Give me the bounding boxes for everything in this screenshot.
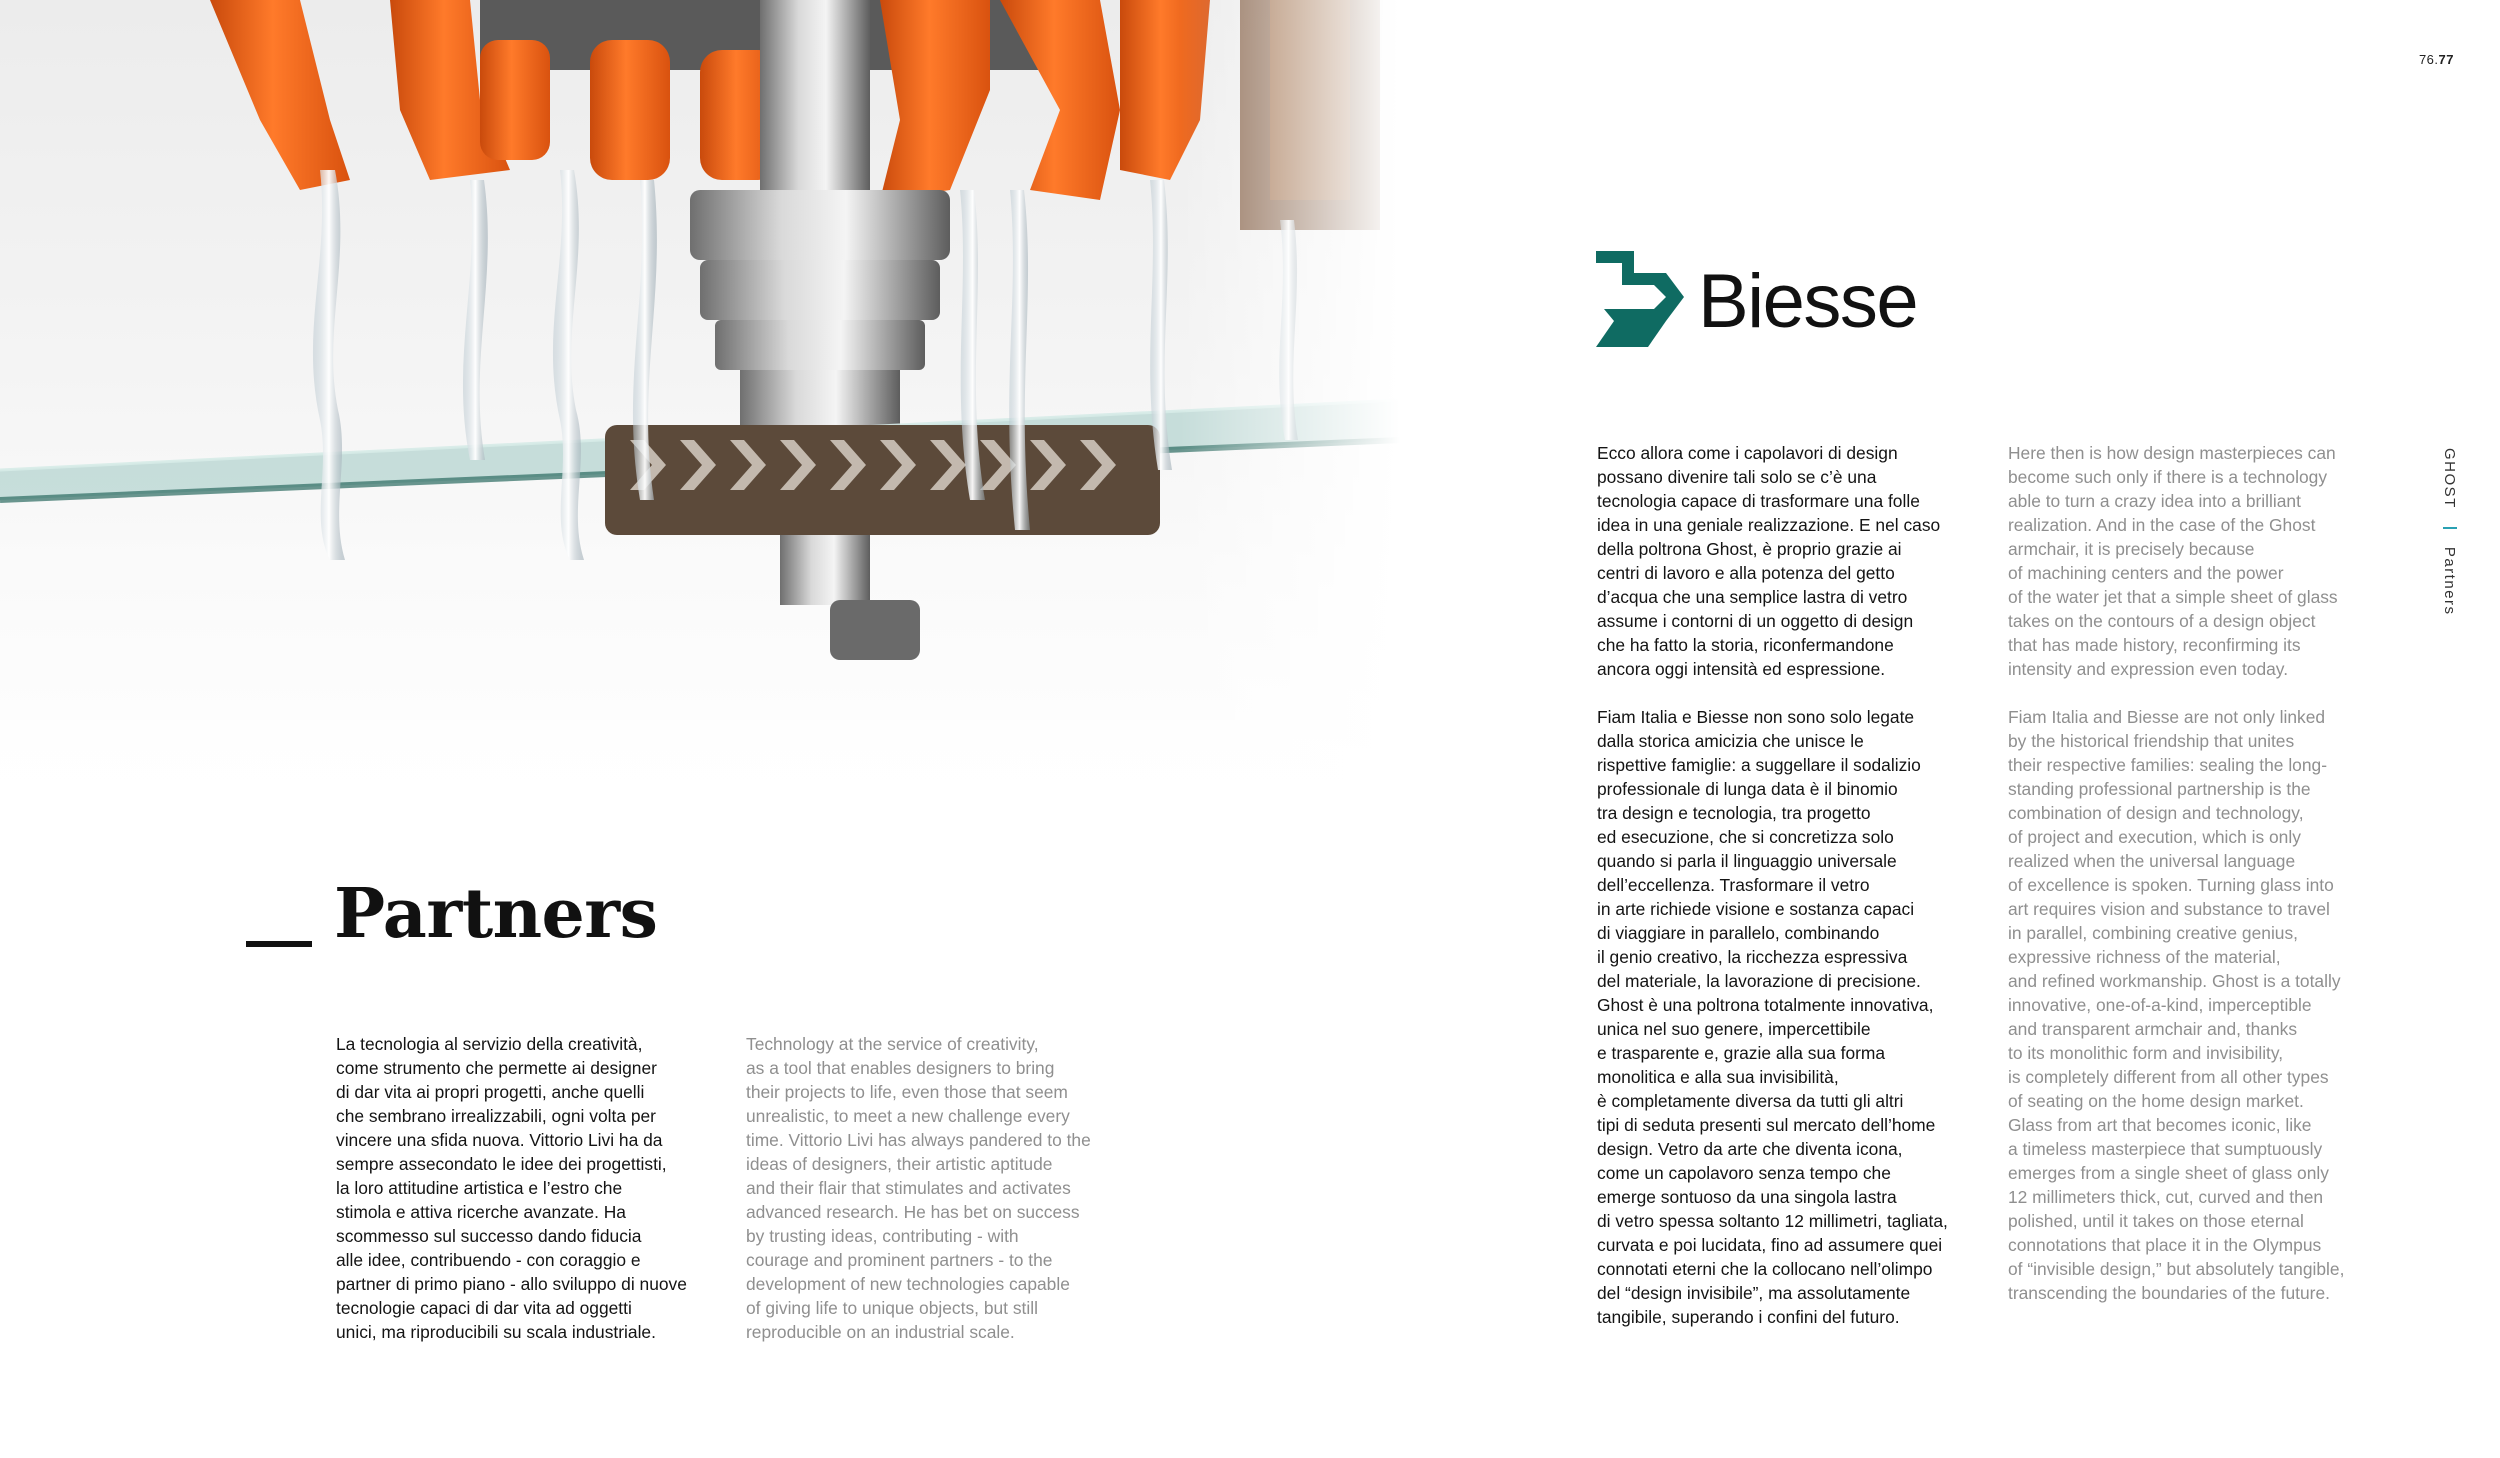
paragraph-2-english: Fiam Italia and Biesse are not only linked by the historical friendship that unites their respective families: sealing the long- standing professional partnership is the combination of design and technology, of project and execution, which is only realized when the universal language of excellence is spoken. Turning glass into art requires vision and substance to travel in parallel, combining creative genius, expressive richness of the material, and refined workmanship. Ghost is a totally innovative, one-of-a-kind, imperceptible and transparent armchair and, thanks to its monolithic form and invisibility, is completely different from all other types of seating on the home design market. Glass from art that becomes iconic, like a timeless masterpiece that sumptuously emerges from a single sheet of glass only 12 millimeters thick, cut, curved and then polished, until it takes on those eternal connotations that place it in the Olympus of “invisible design,” but absolutely tangible, transcending the boundaries of the future.	[2008, 707, 2345, 1303]
paragraph-2-italian: Fiam Italia e Biesse non sono solo legate dalla storica amicizia che unisce le rispettive famiglie: a suggellare il sodalizio professionale di lunga data è il binomio tra design e tecnologia, tra progetto ed esecuzione, che si concretizza solo quando si parla il linguaggio universale dell’eccellenza. Trasformare il vetro in arte richiede visione e sostanza capaci di viaggiare in parallelo, combinando il genio creativo, la ricchezza espressiva del materiale, la lavorazione di precisione. Ghost è una poltrona totalmente innovativa, unica nel suo genere, impercettibile e trasparente e, grazie alla sua forma monolitica e alla sua invisibilità, è completamente diversa da tutti gli altri tipi di seduta presenti sul mercato dell’home design. Vetro da arte che diventa icona, come un capolavoro senza tempo che emerge sontuoso da una singola lastra di vetro spessa soltanto 12 millimetri, tagliata, curvata e poi lucidata, fino ad assumere quei connotati eterni che la collocano nell’olimpo del “design invisibile”, ma assolutamente tangibile, superando i confini del futuro.	[1597, 707, 1948, 1327]
running-header-collection: GHOST	[2441, 448, 2458, 509]
page-number-left: 76.	[2418, 52, 2439, 67]
intro-text-italian: La tecnologia al servizio della creatività, come strumento che permette ai designer di dar vita ai propri progetti, anche quelli che sembrano irrealizzabili, ogni volta per vincere una sfida nuova. Vittorio Livi ha da sempre assecondato le idee dei progettisti, la loro attitudine artistica e l’estro che stimola e attiva ricerche avanzate. Ha scommesso sul successo dando fiducia alle idee, contribuendo - con coraggio e partner di primo piano - allo sviluppo di nuove tecnologie capaci di dar vita ad oggetti unici, ma riproducibili su scala industriale.	[336, 1034, 687, 1342]
biesse-wordmark: Biesse	[1698, 259, 1918, 344]
machine-photo	[0, 0, 1400, 810]
page-number-right: 77	[2438, 52, 2454, 67]
biesse-logo-mark-icon	[1596, 251, 1686, 351]
paragraph-1-italian: Ecco allora come i capolavori di design possano divenire tali solo se c’è una tecnologia capace di trasformare una folle idea in una geniale realizzazione. E nel caso della poltrona Ghost, è proprio grazie ai centri di lavoro e alla potenza del getto d’acqua che una semplice lastra di vetro assume i contorni di un oggetto di design che ha fatto la storia, riconfermandone ancora oggi intensità ed espressione.	[1597, 443, 1941, 679]
running-header	[2441, 448, 2458, 616]
biesse-logo	[1596, 248, 1956, 358]
running-header-divider	[2443, 527, 2457, 529]
paragraph-1-english: Here then is how design masterpieces can become such only if there is a technology able to turn a crazy idea into a brilliant realization. And in the case of the Ghost armchair, it is precisely because of machining centers and the power of the water jet that a simple sheet of glass takes on the contours of a design object that has made history, reconfirming its intensity and expression even today.	[2008, 443, 2338, 679]
section-title-dash	[246, 941, 312, 947]
intro-text-english: Technology at the service of creativity, as a tool that enables designers to bring their projects to life, even those that seem unrealistic, to meet a new challenge every time. Vittorio Livi has always pandered to the ideas of designers, their artistic aptitude and their flair that stimulates and activates advanced research. He has bet on success by trusting ideas, contributing - with courage and prominent partners - to the development of new technologies capable of giving life to unique objects, but still reproducible on an industrial scale.	[746, 1034, 1091, 1342]
glass-cutting-machine-illustration	[0, 0, 1400, 810]
section-title: Partners	[334, 874, 658, 954]
page-number	[2410, 52, 2454, 67]
running-header-section: Partners	[2441, 546, 2458, 616]
